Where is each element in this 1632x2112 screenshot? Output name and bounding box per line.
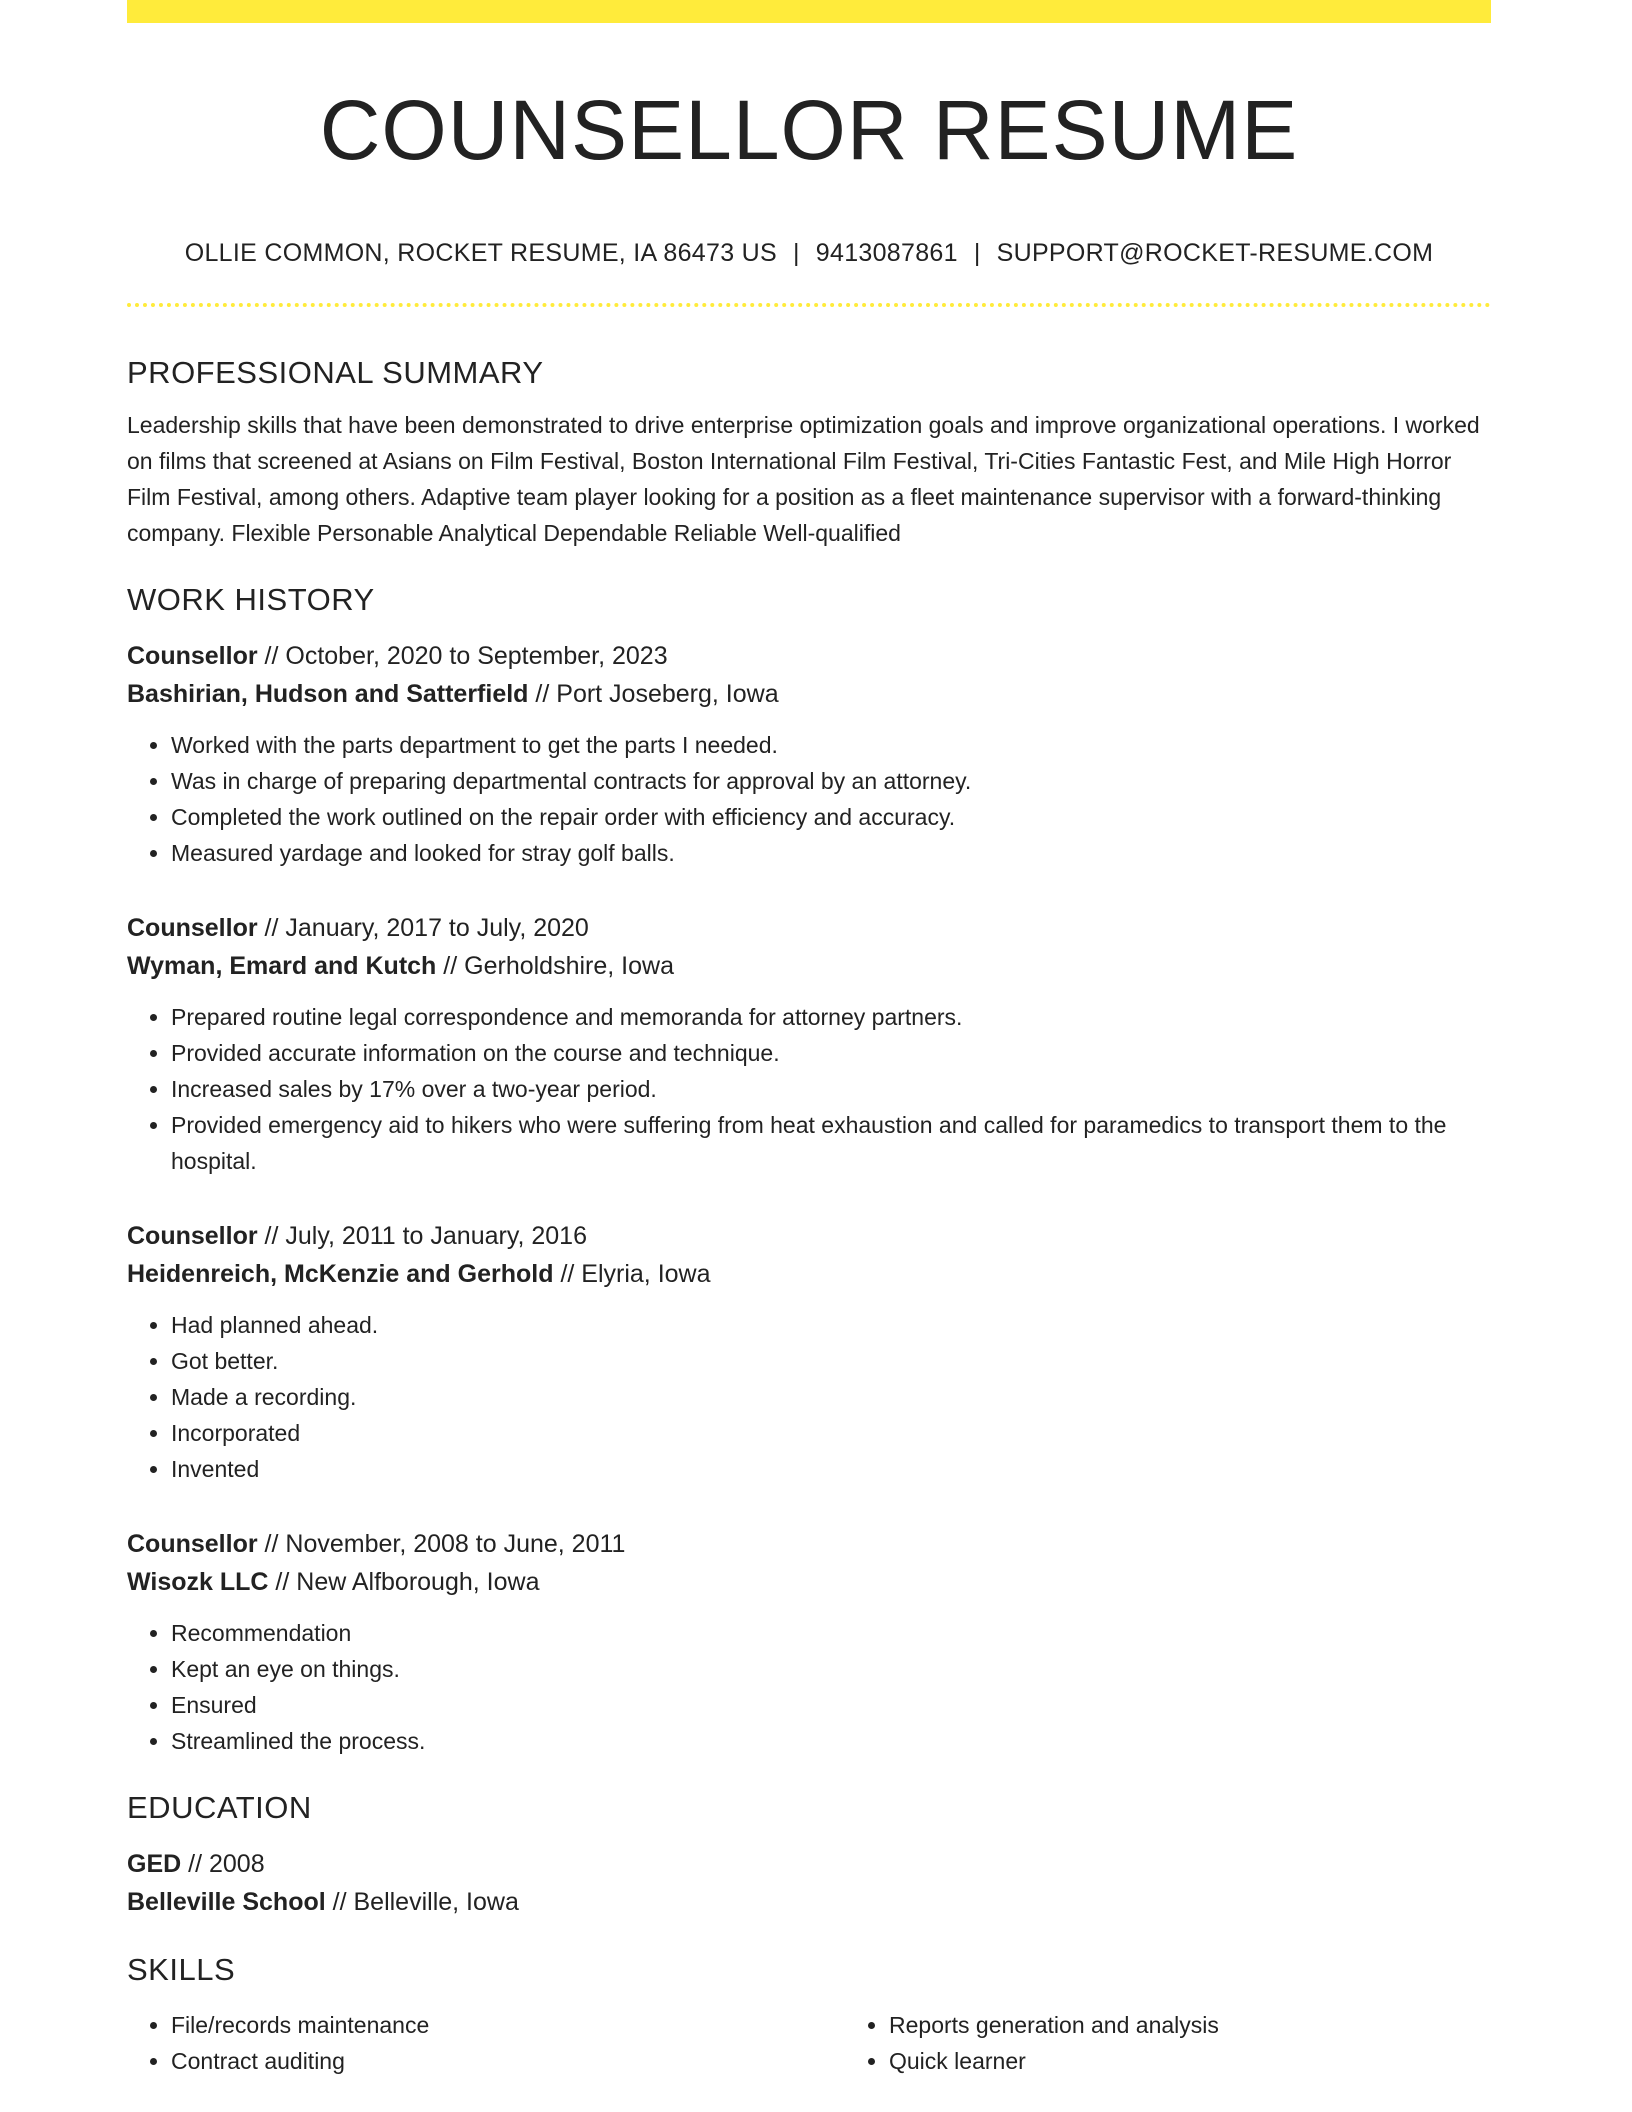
- job-title-line: [127, 1525, 1491, 1563]
- dotted-divider: [127, 303, 1491, 307]
- skill-item: • Quick learner: [889, 2043, 1563, 2079]
- field-separator: //: [264, 914, 279, 942]
- job-location: Gerholdshire, Iowa: [464, 952, 674, 980]
- job-entry: [127, 1525, 1491, 1759]
- job-location: Elyria, Iowa: [581, 1260, 711, 1288]
- job-company-line: [127, 1563, 1491, 1601]
- resume-title: COUNSELLOR RESUME: [319, 83, 1299, 177]
- summary-section: [127, 350, 1491, 551]
- job-entry: [127, 909, 1491, 1179]
- job-bullet: • Worked with the parts department to get the parts I needed.: [171, 727, 1491, 763]
- job-bullet: • Completed the work outlined on the repair order with efficiency and accuracy.: [171, 799, 1491, 835]
- contact-line: [127, 236, 1491, 270]
- education-school-line: [127, 1883, 1491, 1921]
- field-separator: //: [264, 642, 279, 670]
- field-separator: //: [264, 1530, 279, 1558]
- field-separator: //: [275, 1568, 290, 1596]
- job-company-line: [127, 675, 1491, 713]
- job-company: Heidenreich, McKenzie and Gerhold: [127, 1260, 554, 1288]
- job-bullet: • Got better.: [171, 1343, 1491, 1379]
- contact-phone[interactable]: 9413087861: [815, 239, 958, 267]
- education-school: Belleville School: [127, 1888, 326, 1916]
- job-bullet: • Increased sales by 17% over a two-year period.: [171, 1071, 1491, 1107]
- job-title: Counsellor: [127, 1222, 258, 1250]
- contact-email[interactable]: SUPPORT@ROCKET-RESUME.COM: [996, 239, 1434, 267]
- contact-address: OLLIE COMMON, ROCKET RESUME, IA 86473 US: [184, 239, 777, 267]
- job-bullets: [127, 1307, 1491, 1487]
- field-separator: //: [188, 1850, 203, 1878]
- job-bullet: • Provided emergency aid to hikers who were suffering from heat exhaustion and called for paramedics to transport them to the hospital.: [171, 1107, 1491, 1179]
- field-separator: //: [560, 1260, 575, 1288]
- skill-item: • File/records maintenance: [171, 2007, 845, 2043]
- work-history-heading: WORK HISTORY: [127, 582, 375, 617]
- job-bullet: • Had planned ahead.: [171, 1307, 1491, 1343]
- education-degree: GED: [127, 1850, 182, 1878]
- job-bullets: [127, 1615, 1491, 1759]
- job-bullet: • Provided accurate information on the course and technique.: [171, 1035, 1491, 1071]
- job-company-line: [127, 947, 1491, 985]
- job-bullet: • Kept an eye on things.: [171, 1651, 1491, 1687]
- education-location: Belleville, Iowa: [353, 1888, 519, 1916]
- field-separator: //: [443, 952, 458, 980]
- job-bullets: [127, 999, 1491, 1179]
- education-heading: EDUCATION: [127, 1790, 312, 1825]
- job-company: Wyman, Emard and Kutch: [127, 952, 437, 980]
- skills-grid: [127, 2007, 1491, 2079]
- job-dates: January, 2017 to July, 2020: [285, 914, 589, 942]
- job-location: Port Joseberg, Iowa: [556, 680, 779, 708]
- field-separator: //: [535, 680, 550, 708]
- skills-right-column: [845, 2007, 1563, 2079]
- education-degree-line: [127, 1845, 1491, 1883]
- skills-heading: SKILLS: [127, 1952, 236, 1987]
- job-bullet: • Made a recording.: [171, 1379, 1491, 1415]
- education-section: [127, 1785, 1491, 1921]
- job-dates: November, 2008 to June, 2011: [285, 1530, 626, 1558]
- job-title: Counsellor: [127, 1530, 258, 1558]
- skill-item: • Reports generation and analysis: [889, 2007, 1563, 2043]
- skill-item: • Contract auditing: [171, 2043, 845, 2079]
- field-separator: //: [332, 1888, 347, 1916]
- work-history-section: [127, 577, 1491, 1759]
- contact-separator: |: [973, 239, 981, 267]
- job-title-line: [127, 1217, 1491, 1255]
- field-separator: //: [264, 1222, 279, 1250]
- job-bullet: • Ensured: [171, 1687, 1491, 1723]
- education-entry: [127, 1845, 1491, 1921]
- job-company: Bashirian, Hudson and Satterfield: [127, 680, 529, 708]
- skills-section: [127, 1947, 1491, 2079]
- job-bullet: • Was in charge of preparing departmental contracts for approval by an attorney.: [171, 763, 1491, 799]
- job-bullet: • Streamlined the process.: [171, 1723, 1491, 1759]
- resume-body: [127, 350, 1491, 2079]
- job-entry: [127, 1217, 1491, 1487]
- job-bullet: • Prepared routine legal correspondence and memoranda for attorney partners.: [171, 999, 1491, 1035]
- job-title: Counsellor: [127, 914, 258, 942]
- summary-heading: PROFESSIONAL SUMMARY: [127, 355, 544, 390]
- job-bullet: • Invented: [171, 1451, 1491, 1487]
- job-title-line: [127, 637, 1491, 675]
- summary-text: Leadership skills that have been demonstrated to drive enterprise optimization goals and improve organizational operations. I worked on films that screened at Asians on Film Festival, Boston International Film Festival, Tri-Cities Fantastic Fest, and Mile High Horror Film Festival, among others. Adaptive team player looking for a position as a fleet maintenance supervisor with a forward-thinking company. Flexible Personable Analytical Dependable Reliable Well-qualified: [127, 412, 1480, 546]
- job-entry: [127, 637, 1491, 871]
- job-company: Wisozk LLC: [127, 1568, 269, 1596]
- education-year: 2008: [209, 1850, 265, 1878]
- skills-left-column: [127, 2007, 845, 2079]
- job-title-line: [127, 909, 1491, 947]
- top-accent-bar: [127, 0, 1491, 23]
- job-location: New Alfborough, Iowa: [296, 1568, 540, 1596]
- job-bullets: [127, 727, 1491, 871]
- job-bullet: • Recommendation: [171, 1615, 1491, 1651]
- job-bullet: • Measured yardage and looked for stray golf balls.: [171, 835, 1491, 871]
- job-company-line: [127, 1255, 1491, 1293]
- job-bullet: • Incorporated: [171, 1415, 1491, 1451]
- job-dates: July, 2011 to January, 2016: [285, 1222, 587, 1250]
- job-title: Counsellor: [127, 642, 258, 670]
- contact-separator: |: [792, 239, 800, 267]
- job-dates: October, 2020 to September, 2023: [285, 642, 668, 670]
